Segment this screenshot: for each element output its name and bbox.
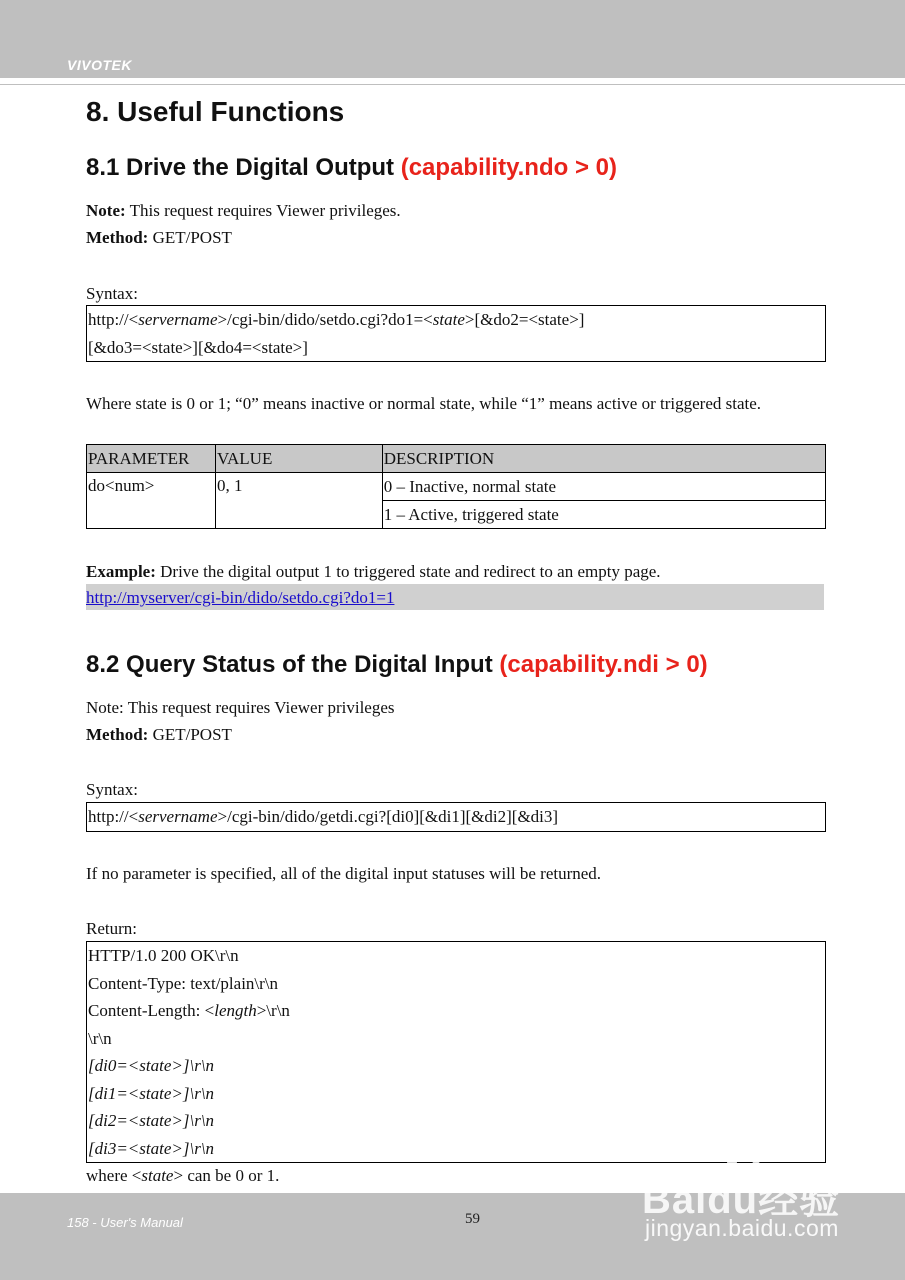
baidu-watermark-logo: Baidu经验 bbox=[642, 1178, 841, 1222]
note-label: Note: bbox=[86, 201, 126, 220]
syntax-line-2: [&do3=<state>][&do4=<state>] bbox=[88, 337, 308, 357]
return-line: [di0=<state>]\r\n bbox=[88, 1056, 215, 1075]
note-line: Note: This request requires Viewer privileges bbox=[86, 698, 395, 717]
parameter-table bbox=[86, 444, 826, 529]
section-heading-text: 8.2 Query Status of the Digital Input bbox=[86, 651, 493, 678]
column-header: DESCRIPTION bbox=[382, 445, 825, 473]
baidu-watermark-url: jingyan.baidu.com bbox=[645, 1215, 839, 1241]
note-line bbox=[86, 201, 401, 221]
return-line: [di1=<state>]\r\n bbox=[88, 1083, 215, 1103]
section-heading-8-2 bbox=[86, 651, 708, 679]
section-heading-8-1 bbox=[86, 154, 617, 182]
value-cell: 0, 1 bbox=[215, 473, 382, 529]
column-header: VALUE bbox=[215, 445, 382, 473]
return-line: Content-Type: text/plain\r\n bbox=[88, 973, 279, 993]
example-url-bar bbox=[86, 584, 824, 610]
header-divider bbox=[0, 84, 905, 85]
brand-logo: VIVOTEK bbox=[67, 57, 132, 73]
return-box bbox=[86, 941, 826, 1163]
section-heading-text: 8.1 Drive the Digital Output bbox=[86, 154, 395, 181]
syntax-label: Syntax: bbox=[86, 284, 138, 303]
method-label: Method: bbox=[86, 725, 149, 744]
state-values-note: where <state> can be 0 or 1. bbox=[86, 1166, 280, 1185]
syntax-label: Syntax: bbox=[86, 780, 138, 799]
param-cell: do<num> bbox=[87, 473, 216, 529]
capability-tag: (capability.ndo > 0) bbox=[400, 154, 617, 181]
method-value: GET/POST bbox=[152, 725, 232, 744]
example-text: Drive the digital output 1 to triggered state and redirect to an empty page. bbox=[160, 562, 661, 581]
column-header: PARAMETER bbox=[87, 445, 216, 473]
return-label: Return: bbox=[86, 919, 137, 938]
method-line bbox=[86, 228, 232, 248]
method-label: Method: bbox=[86, 228, 149, 247]
return-line: HTTP/1.0 200 OK\r\n bbox=[88, 946, 239, 965]
syntax-line-1: http://<servername>/cgi-bin/dido/getdi.cgi?[di0][&di1][&di2][&di3] bbox=[88, 807, 559, 826]
table-header-row bbox=[87, 445, 826, 473]
example-label: Example: bbox=[86, 562, 156, 581]
syntax-box bbox=[86, 802, 826, 832]
page-title: 8. Useful Functions bbox=[86, 96, 345, 127]
description-cell: 1 – Active, triggered state bbox=[382, 501, 825, 529]
example-line bbox=[86, 562, 661, 582]
return-line: \r\n bbox=[88, 1028, 112, 1048]
return-line: Content-Length: <length>\r\n bbox=[88, 1001, 290, 1020]
method-line bbox=[86, 725, 232, 745]
syntax-box bbox=[86, 305, 826, 362]
capability-tag: (capability.ndi > 0) bbox=[499, 651, 708, 678]
note-text: This request requires Viewer privileges. bbox=[129, 201, 401, 220]
return-line: [di3=<state>]\r\n bbox=[88, 1138, 215, 1158]
no-parameter-note: If no parameter is specified, all of the digital input statuses will be returned. bbox=[86, 864, 602, 883]
header-band bbox=[0, 0, 905, 78]
syntax-line-1: http://<servername>/cgi-bin/dido/setdo.cgi?do1=<state>[&do2=<state>] bbox=[88, 310, 585, 329]
page-number: 59 bbox=[465, 1211, 480, 1227]
method-value: GET/POST bbox=[152, 228, 232, 247]
footer-label: 158 - User's Manual bbox=[67, 1215, 183, 1230]
description-cell: 0 – Inactive, normal state bbox=[382, 473, 825, 501]
example-url-link[interactable]: http://myserver/cgi-bin/dido/setdo.cgi?do1=1 bbox=[86, 588, 395, 607]
table-row bbox=[87, 473, 826, 501]
state-description: Where state is 0 or 1; “0” means inactive or normal state, while “1” means active or triggered state. bbox=[86, 394, 762, 413]
return-line: [di2=<state>]\r\n bbox=[88, 1111, 215, 1130]
